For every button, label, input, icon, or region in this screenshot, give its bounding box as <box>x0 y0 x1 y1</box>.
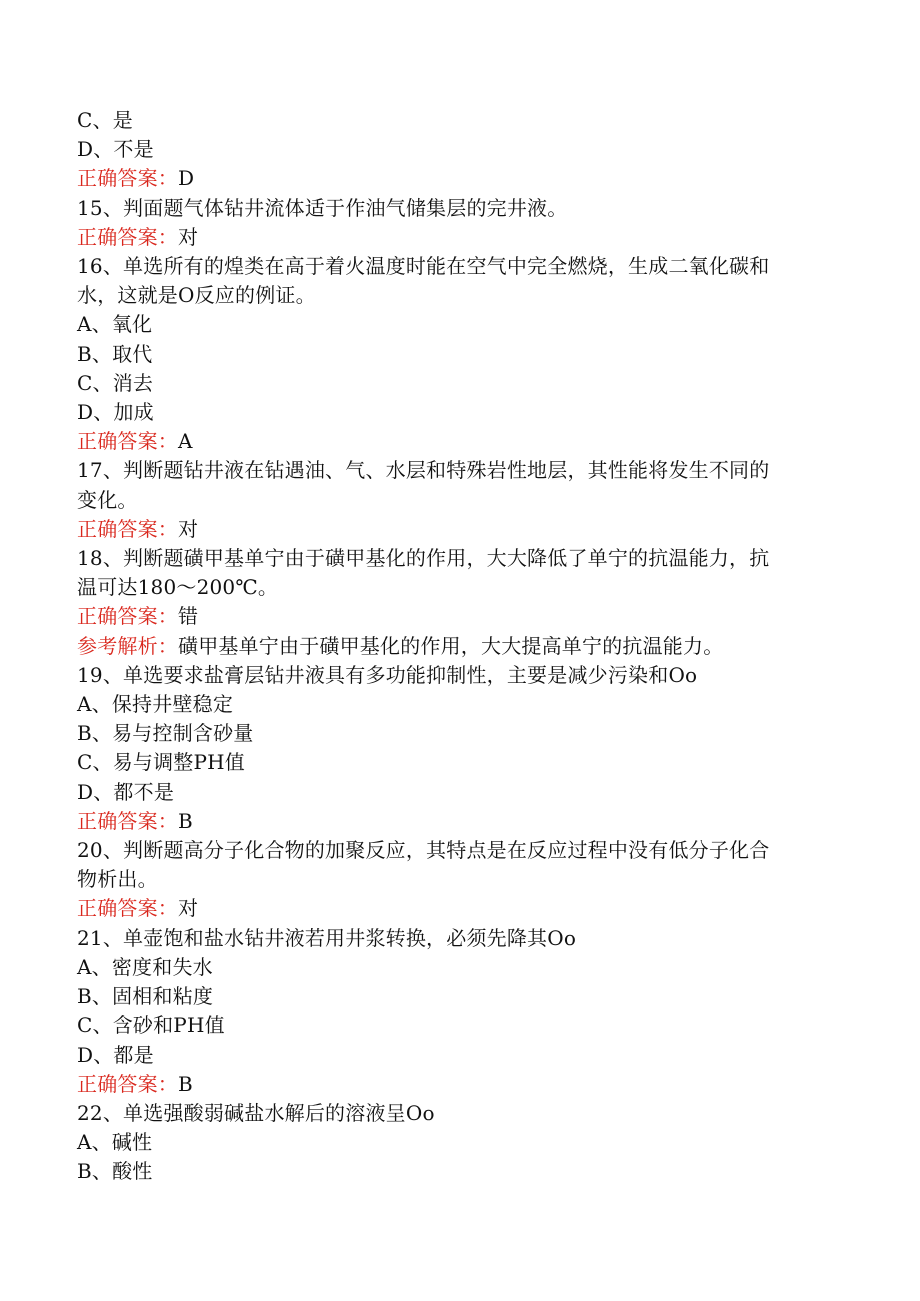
question-text: 变化。 <box>77 487 138 512</box>
correct-answer-label: 正确答案： <box>77 516 178 541</box>
answer-option: B、酸性 <box>77 1159 153 1184</box>
answer-option: C、是 <box>77 108 133 132</box>
correct-answer-label: 正确答案： <box>77 224 178 249</box>
answer-option: A、密度和失水 <box>77 954 213 979</box>
answer-option: D、都不是 <box>77 779 175 804</box>
question-text: 19、单选要求盐膏层钻井液具有多功能抑制性，主要是减少污染和Oo <box>77 662 698 687</box>
correct-answer-label: 正确答案： <box>77 604 178 629</box>
correct-answer-line <box>77 515 847 544</box>
question-text: 16、单选所有的煌类在高于着火温度时能在空气中完全燃烧，生成二氧化碳和 <box>77 254 770 279</box>
answer-option: B、易与控制含砂量 <box>77 721 254 746</box>
answer-option: A、碱性 <box>77 1130 153 1155</box>
correct-answer-value: D <box>178 166 195 191</box>
correct-answer-value: B <box>178 808 193 833</box>
question-list <box>77 106 847 1187</box>
correct-answer-value: 对 <box>178 896 199 921</box>
correct-answer-label: 正确答案： <box>77 1071 178 1096</box>
question-text: 15、判面题气体钻井流体适于作油气储集层的完井液。 <box>77 195 568 220</box>
question-text: 17、判断题钻井液在钻遇油、气、水层和特殊岩性地层，其性能将发生不同的 <box>77 458 770 483</box>
correct-answer-value: 对 <box>178 516 199 541</box>
reference-analysis-line <box>77 632 847 661</box>
correct-answer-line <box>77 602 847 631</box>
correct-answer-label: 正确答案： <box>77 166 178 191</box>
question-text: 温可达180～200℃。 <box>77 575 279 600</box>
answer-option: D、都是 <box>77 1042 154 1067</box>
question-text: 22、单选强酸弱碱盐水解后的溶液呈Oo <box>77 1100 435 1125</box>
correct-answer-value: 错 <box>178 604 199 629</box>
question-text: 物析出。 <box>77 867 158 892</box>
answer-option: B、取代 <box>77 341 153 366</box>
question-text: 水，这就是O反应的例证。 <box>77 283 316 308</box>
answer-option: B、固相和粘度 <box>77 984 214 1009</box>
correct-answer-value: B <box>178 1071 193 1096</box>
correct-answer-value: A <box>178 429 193 454</box>
correct-answer-line <box>77 427 847 456</box>
reference-analysis-label: 参考解析： <box>77 633 178 658</box>
question-text: 21、单壶饱和盐水钻井液若用井浆转换，必须先降其Oo <box>77 925 577 950</box>
answer-option: D、加成 <box>77 400 154 425</box>
answer-option: A、氧化 <box>77 312 153 337</box>
answer-option: D、不是 <box>77 137 154 162</box>
reference-analysis-text: 磺甲基单宁由于磺甲基化的作用，大大提高单宁的抗温能力。 <box>178 633 724 658</box>
correct-answer-label: 正确答案： <box>77 808 178 833</box>
correct-answer-line <box>77 164 847 193</box>
answer-option: A、保持井壁稳定 <box>77 692 234 717</box>
correct-answer-label: 正确答案： <box>77 896 178 921</box>
question-text: 20、判断题高分子化合物的加聚反应，其特点是在反应过程中没有低分子化合 <box>77 838 770 863</box>
correct-answer-line <box>77 1070 847 1099</box>
correct-answer-line <box>77 894 847 923</box>
answer-option: C、易与调整PH值 <box>77 750 246 775</box>
correct-answer-label: 正确答案： <box>77 429 178 454</box>
correct-answer-line <box>77 807 847 836</box>
answer-option: C、含砂和PH值 <box>77 1013 225 1038</box>
question-text: 18、判断题磺甲基单宁由于磺甲基化的作用，大大降低了单宁的抗温能力，抗 <box>77 546 770 571</box>
correct-answer-value: 对 <box>178 224 199 249</box>
correct-answer-line <box>77 223 847 252</box>
answer-option: C、消去 <box>77 370 154 395</box>
